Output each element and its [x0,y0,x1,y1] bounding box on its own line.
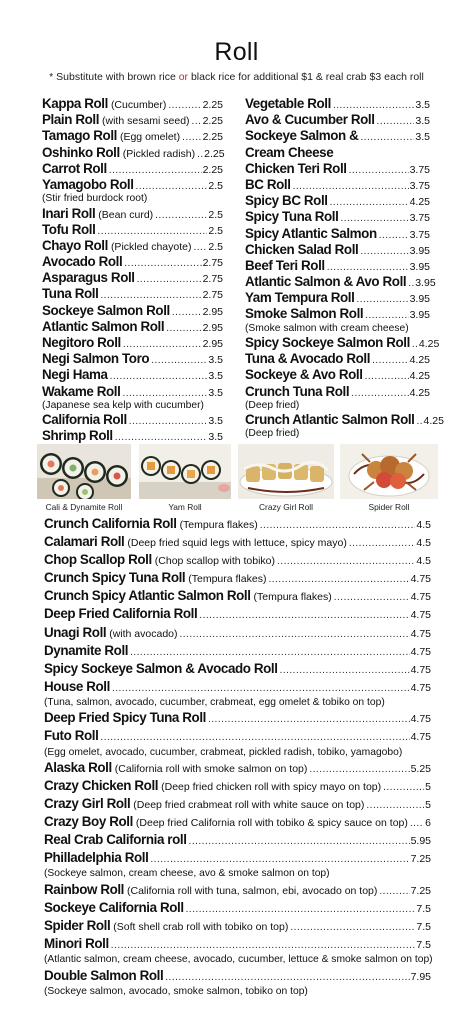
menu-item-name: Smoke Salmon Roll [245,306,364,322]
menu-item [44,727,431,745]
menu-item-name: Real Crab California roll [44,832,187,848]
menu-item-price: 4.25 [409,196,430,209]
menu-item-price: 2.25 [202,115,223,128]
menu-item-note: (Deep fried) [245,428,300,440]
spider-roll-photo [340,444,438,499]
menu-item [245,335,440,351]
menu-item-note: (Egg omelet, avocado, cucumber, crabmeat, pickled radish, tobiko, yamagobo) [44,746,403,758]
menu-item-name: Alaska Roll [44,759,112,775]
menu-item [42,319,223,335]
menu-item [245,258,430,274]
menu-item-name: Negitoro Roll [42,335,121,351]
menu-item-name: Tuna & Avocado Roll [245,351,371,367]
menu-item-price: 2.25 [202,163,223,176]
menu-item [44,795,431,813]
dot-leader [365,369,409,385]
menu-item-name: Chicken Salad Roll [245,241,359,257]
menu-item-name: Calamari Roll [44,534,125,550]
dot-leader [208,711,410,729]
cali-dynamite-roll-photo [37,444,131,499]
menu-item-price: 2.75 [202,289,223,302]
menu-item-price: 2.5 [208,240,223,253]
menu-item [42,161,223,177]
menu-item-name: Philladelphia Roll [44,850,149,866]
menu-item [42,145,223,161]
menu-item-name: Avo & Cucumber Roll [245,112,375,128]
menu-item-note: (Atlantic salmon, cream cheese, avocado, cucumber, lettuce & smoke salmon on top) [44,954,433,966]
menu-item-price: 4.75 [410,713,431,726]
menu-item [44,709,431,727]
menu-item-description: (Deep fried chicken roll with spicy mayo on top) [161,781,382,793]
menu-item-note: (Sockeye salmon, avocado, smoke salmon, tobiko on top) [44,985,308,997]
menu-item-price: 3.5 [208,370,223,383]
menu-item [245,193,430,209]
menu-item-price: 2.25 [204,147,225,160]
menu-item [245,290,430,306]
menu-item-price: 2.95 [202,338,223,351]
menu-item [44,587,431,605]
menu-item-price: 7.25 [410,853,431,866]
menu-item [44,660,431,678]
menu-item-price: 4.25 [409,386,430,399]
menu-item-name: Unagi Roll [44,624,107,640]
menu-item-price: 3.95 [409,260,430,273]
menu-item-price: 4.75 [410,627,431,640]
menu-item-name: Crazy Girl Roll [44,796,131,812]
menu-item-price: 2.5 [208,208,223,221]
menu-item-name: BC Roll [245,176,291,192]
dot-leader [379,228,409,244]
menu-item-name: Crazy Chicken Roll [44,778,159,793]
menu-item-name: Kappa Roll [42,96,108,111]
dot-leader [366,797,424,815]
menu-item [245,242,430,258]
menu-item-name: Beef Teri Roll [245,257,325,273]
menu-item-name: Spicy Sockeye Salmon & Avocado Roll [44,660,278,676]
menu-item-note: (Smoke salmon with cream cheese) [245,322,409,334]
menu-item-note: (Stir fried burdock root) [42,193,148,205]
menu-item [245,412,444,428]
menu-item-price: 4.75 [410,663,431,676]
menu-item [44,777,431,795]
menu-item-price: 3.5 [415,115,430,128]
menu-item-name: Negi Hama [42,367,108,383]
menu-item-price: 4.75 [410,645,431,658]
menu-item [44,813,431,831]
menu-item [245,351,430,367]
menu-item-name: Asparagus Roll [42,270,135,286]
menu-item-name: Crunch Spicy Tuna Roll [44,570,186,586]
dot-leader [260,517,416,535]
menu-item-name: Negi Salmon Toro [42,351,150,367]
menu-item [44,935,431,953]
menu-item-description: (Tempura flakes) [179,519,258,531]
menu-item-price: 7.5 [416,902,431,915]
menu-item [44,831,431,849]
menu-item-price: 2.95 [202,305,223,318]
menu-item-price: 2.75 [202,257,223,270]
menu-item-name: Rainbow Roll [44,881,125,897]
menu-item-price: 3.75 [409,212,430,225]
dot-leader [172,305,202,321]
dot-leader [151,353,207,369]
menu-item-price: 3.95 [409,244,430,257]
menu-item [245,209,430,225]
dot-leader [277,553,415,571]
dot-leader [155,208,207,224]
menu-item-price: 3.5 [208,431,223,444]
menu-item-price: 6 [425,817,431,830]
menu-item [245,367,430,383]
photo-caption: Yam Roll [168,502,202,512]
dot-leader [309,761,409,779]
menu-item-note: (Deep fried) [245,399,300,411]
dot-leader [372,353,408,369]
menu-item-price: 7.95 [410,970,431,983]
menu-item-price: 5 [425,799,431,812]
menu-item [42,177,223,193]
page-subtitle [0,71,473,83]
dot-leader [137,272,202,288]
menu-item-name: Deep Fried California Roll [44,606,198,622]
menu-item-name: Spicy BC Roll [245,193,328,209]
menu-item-name: Chicken Teri Roll [245,160,347,176]
menu-item-price: 3.95 [415,277,436,290]
menu-item-name: Yam Tempura Roll [245,290,355,306]
menu-item-name: Sockeye Salmon Roll [42,302,170,318]
menu-item-name: Oshinko Roll [42,144,120,160]
dot-leader [180,626,410,644]
menu-item [44,881,431,899]
menu-item-price: 3.5 [415,131,430,144]
menu-item-name: Chop Scallop Roll [44,552,152,568]
menu-item [245,112,430,128]
menu-item [245,177,430,193]
menu-item-name: Spicy Tuna Roll [245,209,339,225]
menu-item-price: 2.5 [208,224,223,237]
menu-item-name: Tamago Roll [42,128,117,144]
dot-leader [356,292,408,308]
menu-item-name: Atlantic Salmon & Avo Roll [245,274,407,290]
menu-item-price: 7.25 [410,884,431,897]
menu-item [42,351,223,367]
dot-leader [360,130,414,146]
menu-item-description: (Tempura flakes) [253,591,332,604]
dot-leader [290,919,415,937]
yam-roll-photo [139,444,231,499]
menu-item-price: 2.25 [202,131,223,144]
menu-item-price: 4.25 [418,338,440,351]
menu-item-description: (Chop scallop with tobiko) [154,555,276,568]
menu-item [245,128,430,144]
menu-item [44,967,431,985]
menu-item-price: 4.25 [409,370,430,383]
menu-column-right [245,96,444,441]
dot-leader [330,195,409,211]
menu-item-name: Carrot Roll [42,160,107,176]
menu-item [245,226,430,242]
dot-leader [100,729,409,747]
menu-item-description: (with sesami seed) [102,115,190,128]
menu-item-name: Vegetable Roll [245,96,331,111]
dot-leader [182,130,201,146]
menu-item-name: Double Salmon Roll [44,967,164,983]
dot-leader [351,386,408,402]
menu-item [44,551,431,569]
menu-item [42,303,223,319]
menu-item-price: 2.5 [208,179,223,192]
photo-caption: Crazy Girl Roll [259,502,313,512]
menu-item [42,112,223,128]
menu-item-name: Crunch Atlantic Salmon Roll [245,412,415,428]
dot-leader [280,662,410,680]
dot-leader [360,244,408,260]
menu-item [44,678,431,696]
menu-item [44,849,431,867]
menu-item-description: (Soft shell crab roll with tobiko on top) [113,921,289,934]
menu-item-price: 3.95 [409,309,430,322]
menu-item-price: 4.5 [416,555,431,568]
menu-item-name: Crazy Boy Roll [44,814,133,830]
dot-leader [349,163,409,179]
photo-strip [37,444,441,516]
menu-item-price: 4.25 [409,354,430,367]
menu-item-price: 4.5 [416,537,431,550]
crazy-girl-roll-photo [238,444,334,499]
menu-item-price: 4.75 [410,681,431,694]
menu-item-name: Tofu Roll [42,221,96,237]
menu-item-name: Tuna Roll [42,286,99,302]
menu-item [245,161,430,177]
menu-item [42,367,223,383]
menu-item-name: California Roll [42,412,127,428]
dot-leader [377,114,415,130]
menu-item-description: (Egg omelet) [119,131,181,144]
menu-item [42,384,223,400]
menu-item-price: 7.5 [416,939,431,952]
menu-item-name: House Roll [44,678,110,694]
menu-item-description: (Cucumber) [110,99,167,111]
menu-item-price: 3.5 [208,415,223,428]
menu-item [42,286,223,302]
menu-item-description: (Bean curd) [98,208,154,221]
dot-leader [383,779,424,797]
dot-leader [349,535,416,553]
menu-item-name: Minori Roll [44,936,109,952]
dot-leader [197,147,203,163]
menu-item-name: Avocado Roll [42,254,123,270]
menu-item [245,96,430,112]
menu-item-price: 3.5 [208,354,223,367]
menu-item-name: Plain Roll [42,112,100,128]
menu-item-name: Futo Roll [44,728,99,744]
menu-item-price: 3.5 [208,386,223,399]
menu-item-note: (Tuna, salmon, avocado, cucumber, crabmeat, egg omelet & tobiko on top) [44,696,385,708]
menu-item-price: 3.75 [409,179,430,192]
menu-item-price: 4.5 [416,519,431,531]
menu-item-description: (with avocado) [109,627,178,640]
menu-item [42,128,223,144]
menu-item [245,274,436,290]
menu-item-name: Crunch California Roll [44,516,177,531]
menu-item [44,533,431,551]
menu-item-description: (Pickled chayote) [110,240,192,253]
dot-leader [168,98,201,114]
menu-item-name-continued [245,145,430,161]
menu-item-description: (California roll with smoke salmon on top) [114,762,308,775]
dot-leader [417,414,423,430]
menu-item-price: 4.75 [410,609,431,622]
menu-item-price: 4.75 [410,591,431,604]
dot-leader [192,114,202,130]
dot-leader [410,815,424,833]
dot-leader [199,607,409,625]
menu-list-bottom [44,515,431,998]
menu-item-name: Inari Roll [42,205,96,221]
menu-item-name-line2: Cream Cheese [245,144,334,160]
menu-column-left [42,96,223,445]
subtitle-text-end: black rice for additional $1 & real crab $3 each roll [188,71,424,83]
menu-item-description: (Deep fried squid legs with lettuce, spicy mayo) [127,537,347,550]
menu-item [245,306,430,322]
menu-item [42,254,223,270]
menu-item [42,206,223,222]
subtitle-or: or [178,71,189,83]
menu-item [42,238,223,254]
dot-leader [189,833,410,851]
menu-item-name: Sockeye & Avo Roll [245,367,363,383]
menu-item-name: Spider Roll [44,918,111,934]
menu-item-name: Spicy Atlantic Salmon [245,225,377,241]
menu-item [44,515,431,533]
menu-item-name: Sockeye California Roll [44,899,184,915]
menu-item [44,899,431,917]
subtitle-text: * Substitute with brown rice [49,71,179,83]
menu-item-price: 4.25 [423,415,444,428]
menu-item-price: 3.5 [415,99,430,111]
menu-item [44,642,431,660]
menu-item-name: Chayo Roll [42,237,108,253]
menu-item [42,96,223,112]
menu-item-price: 7.5 [416,921,431,934]
menu-item-description: (California roll with tuna, salmon, ebi, avocado on top) [127,884,378,897]
menu-item [44,917,431,935]
menu-item-price: 5.95 [410,835,431,848]
menu-item [44,759,431,777]
menu-item-description: (Deep fried crabmeat roll with white sauce on top) [133,799,365,812]
dot-leader [412,337,418,353]
menu-item-price: 4.75 [410,573,431,586]
dot-leader [193,240,207,256]
menu-item [42,270,223,286]
menu-item-price: 2.95 [202,321,223,334]
menu-item [42,428,223,444]
menu-item-name: Yamagobo Roll [42,176,134,192]
menu-item [42,335,223,351]
photo-caption: Spider Roll [368,502,410,512]
menu-item-price: 5 [425,781,431,793]
menu-item-price: 2.25 [202,99,223,111]
menu-item-description: (Tempura flakes) [188,573,267,586]
dot-leader [379,883,409,901]
menu-item-price: 2.75 [202,273,223,286]
menu-item-name: Spicy Sockeye Salmon Roll [245,335,410,351]
menu-item-price: 3.95 [409,293,430,306]
menu-item-name: Crunch Tuna Roll [245,383,350,399]
menu-item [44,605,431,623]
menu-item-price: 5.25 [410,762,431,775]
menu-item-description: (Deep fried California roll with tobiko & spicy sauce on top) [135,817,408,830]
dot-leader [97,224,207,240]
menu-item-price: 3.75 [409,228,430,241]
menu-item-name: Atlantic Salmon Roll [42,318,165,334]
menu-item [245,384,430,400]
photo-caption: Cali & Dynamite Roll [45,502,123,512]
menu-item-price: 4.75 [410,731,431,744]
menu-item-description: (Pickled radish) [122,147,196,160]
menu-item-name: Wakame Roll [42,383,121,399]
menu-item [44,569,431,587]
menu-item-price: 3.75 [409,163,430,176]
dot-leader [110,369,208,385]
menu-item-name: Deep Fried Spicy Tuna Roll [44,710,206,726]
menu-item-name: Sockeye Salmon & [245,128,359,144]
dot-leader [334,589,410,607]
menu-item-name: Shrimp Roll [42,428,113,444]
dot-leader [268,571,409,589]
dot-leader [408,276,414,292]
menu-item-name: Dynamite Roll [44,642,129,658]
dot-leader [124,256,201,272]
menu-item [42,412,223,428]
menu-item [42,222,223,238]
menu-item-note: (Sockeye salmon, cream cheese, avo & smoke salmon on top) [44,868,330,880]
menu-item-note: (Japanese sea kelp with cucumber) [42,399,204,411]
dot-leader [129,414,208,430]
menu-item-name: Crunch Spicy Atlantic Salmon Roll [44,588,251,604]
page-title: Roll [214,38,259,66]
menu-item [44,624,431,642]
dot-leader [186,901,416,919]
dot-leader [166,321,201,337]
